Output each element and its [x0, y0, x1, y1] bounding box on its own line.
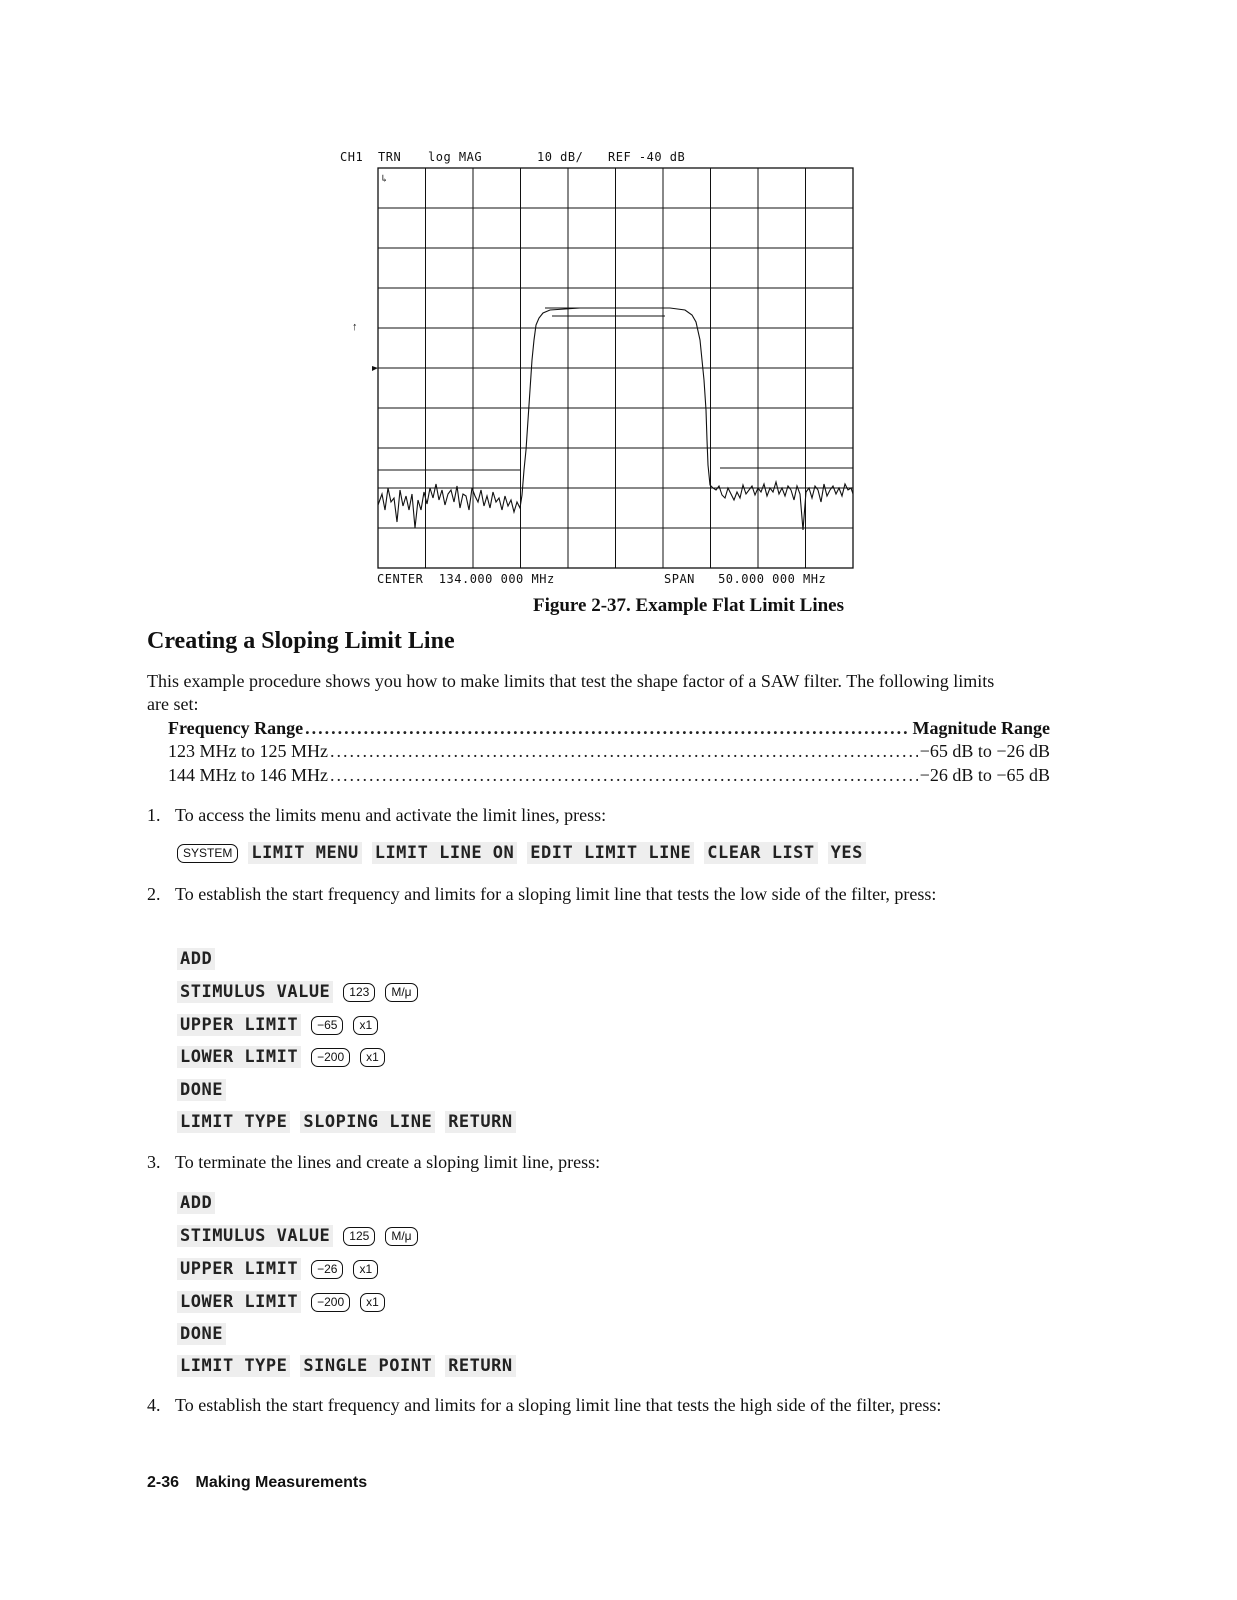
- keyline: [177, 1109, 516, 1135]
- key-m-mu[interactable]: M/μ: [385, 983, 417, 1002]
- section-title: Creating a Sloping Limit Line: [147, 628, 455, 654]
- step-text: To establish the start frequency and limits for a sloping limit line that tests the low side of the filter, press:: [175, 884, 937, 904]
- key-x1[interactable]: x1: [360, 1048, 385, 1067]
- add-softkey[interactable]: ADD: [177, 948, 215, 970]
- key-neg200[interactable]: −200: [311, 1048, 350, 1067]
- single-point-softkey[interactable]: SINGLE POINT: [300, 1355, 435, 1377]
- step-number: 1.: [147, 805, 161, 825]
- dot-leader: [330, 765, 918, 786]
- keyline-step1: [177, 840, 866, 866]
- fig-header-ref: REF -40 dB: [608, 150, 686, 164]
- limits-row-mag: −26 dB to −65 dB: [919, 765, 1050, 785]
- add-softkey[interactable]: ADD: [177, 1192, 215, 1214]
- limits-table-row: [168, 765, 1050, 789]
- keyline: [177, 1044, 385, 1070]
- return-softkey[interactable]: RETURN: [445, 1111, 515, 1133]
- step-number: 3.: [147, 1152, 161, 1172]
- upper-limit-softkey[interactable]: UPPER LIMIT: [177, 1014, 301, 1036]
- lower-limit-softkey[interactable]: LOWER LIMIT: [177, 1046, 301, 1068]
- fig-footer-center: CENTER 134.000 000 MHz: [377, 572, 555, 586]
- return-softkey[interactable]: RETURN: [445, 1355, 515, 1377]
- footer-section: Making Measurements: [195, 1474, 368, 1491]
- keyline: [177, 1012, 378, 1038]
- limits-table-header: [168, 718, 1050, 742]
- key-neg65[interactable]: −65: [311, 1016, 343, 1035]
- key-123[interactable]: 123: [343, 983, 375, 1002]
- page-footer: [147, 1474, 367, 1492]
- key-x1[interactable]: x1: [360, 1293, 385, 1312]
- done-softkey[interactable]: DONE: [177, 1323, 226, 1345]
- step-text: To establish the start frequency and limits for a sloping limit line that tests the high side of the filter, press:: [175, 1395, 942, 1415]
- yes-softkey[interactable]: YES: [828, 842, 866, 864]
- upper-limit-softkey[interactable]: UPPER LIMIT: [177, 1258, 301, 1280]
- key-neg200[interactable]: −200: [311, 1293, 350, 1312]
- plot-area: [340, 150, 870, 590]
- stimulus-value-softkey[interactable]: STIMULUS VALUE: [177, 981, 333, 1003]
- keyline: [177, 1289, 385, 1315]
- limits-header-left: Frequency Range: [168, 718, 304, 738]
- keyline: [177, 1353, 516, 1379]
- limit-type-softkey[interactable]: LIMIT TYPE: [177, 1111, 290, 1133]
- stimulus-value-softkey[interactable]: STIMULUS VALUE: [177, 1225, 333, 1247]
- keyline: [177, 979, 418, 1005]
- dot-leader: [305, 718, 910, 739]
- keyline: [177, 1256, 378, 1282]
- key-x1[interactable]: x1: [353, 1260, 378, 1279]
- intro-paragraph: This example procedure shows you how to make limits that test the shape factor of a SAW filter. The following limits are set:: [147, 671, 995, 714]
- page-number: 2-36: [147, 1474, 180, 1491]
- key-neg26[interactable]: −26: [311, 1260, 343, 1279]
- fig-header-channel: CH1: [340, 150, 364, 164]
- limit-menu-softkey[interactable]: LIMIT MENU: [248, 842, 361, 864]
- key-x1[interactable]: x1: [353, 1016, 378, 1035]
- fig-header-mode: TRN: [378, 150, 402, 164]
- sloping-line-softkey[interactable]: SLOPING LINE: [300, 1111, 435, 1133]
- step-text: To terminate the lines and create a sloping limit line, press:: [175, 1152, 601, 1172]
- keyline: [177, 1321, 226, 1347]
- step-text: To access the limits menu and activate the limit lines, press:: [175, 805, 607, 825]
- graticule-lines: [378, 168, 853, 568]
- marker-icon: ↳: [380, 174, 389, 185]
- limits-row-freq: 123 MHz to 125 MHz: [168, 741, 328, 761]
- limits-row-freq: 144 MHz to 146 MHz: [168, 765, 328, 785]
- ref-arrow-icon: ↑: [352, 321, 358, 333]
- clear-list-softkey[interactable]: CLEAR LIST: [704, 842, 817, 864]
- keyline: [177, 1223, 418, 1249]
- edit-limit-line-softkey[interactable]: EDIT LIMIT LINE: [527, 842, 694, 864]
- fig-header-scale: 10 dB/: [537, 150, 584, 164]
- fig-footer-span: SPAN 50.000 000 MHz: [664, 572, 827, 586]
- limits-header-right: Magnitude Range: [912, 718, 1050, 738]
- dot-leader: [330, 741, 918, 762]
- ref-pointer-icon: [372, 366, 378, 371]
- figure-limit-lines: [340, 150, 870, 590]
- key-m-mu[interactable]: M/μ: [385, 1227, 417, 1246]
- limit-type-softkey[interactable]: LIMIT TYPE: [177, 1355, 290, 1377]
- step-number: 4.: [147, 1395, 161, 1415]
- keyline: [177, 1077, 226, 1103]
- limits-table-row: [168, 741, 1050, 765]
- figure-caption-text: Figure 2-37. Example Flat Limit Lines: [532, 595, 845, 616]
- figure-caption: [0, 595, 1237, 617]
- keyline: [177, 946, 215, 972]
- system-key[interactable]: SYSTEM: [177, 844, 238, 863]
- step-number: 2.: [147, 884, 161, 904]
- limit-line-on-softkey[interactable]: LIMIT LINE ON: [372, 842, 518, 864]
- done-softkey[interactable]: DONE: [177, 1079, 226, 1101]
- key-125[interactable]: 125: [343, 1227, 375, 1246]
- fig-header-format: log MAG: [428, 150, 483, 164]
- limits-row-mag: −65 dB to −26 dB: [919, 741, 1050, 761]
- lower-limit-softkey[interactable]: LOWER LIMIT: [177, 1291, 301, 1313]
- keyline: [177, 1190, 215, 1216]
